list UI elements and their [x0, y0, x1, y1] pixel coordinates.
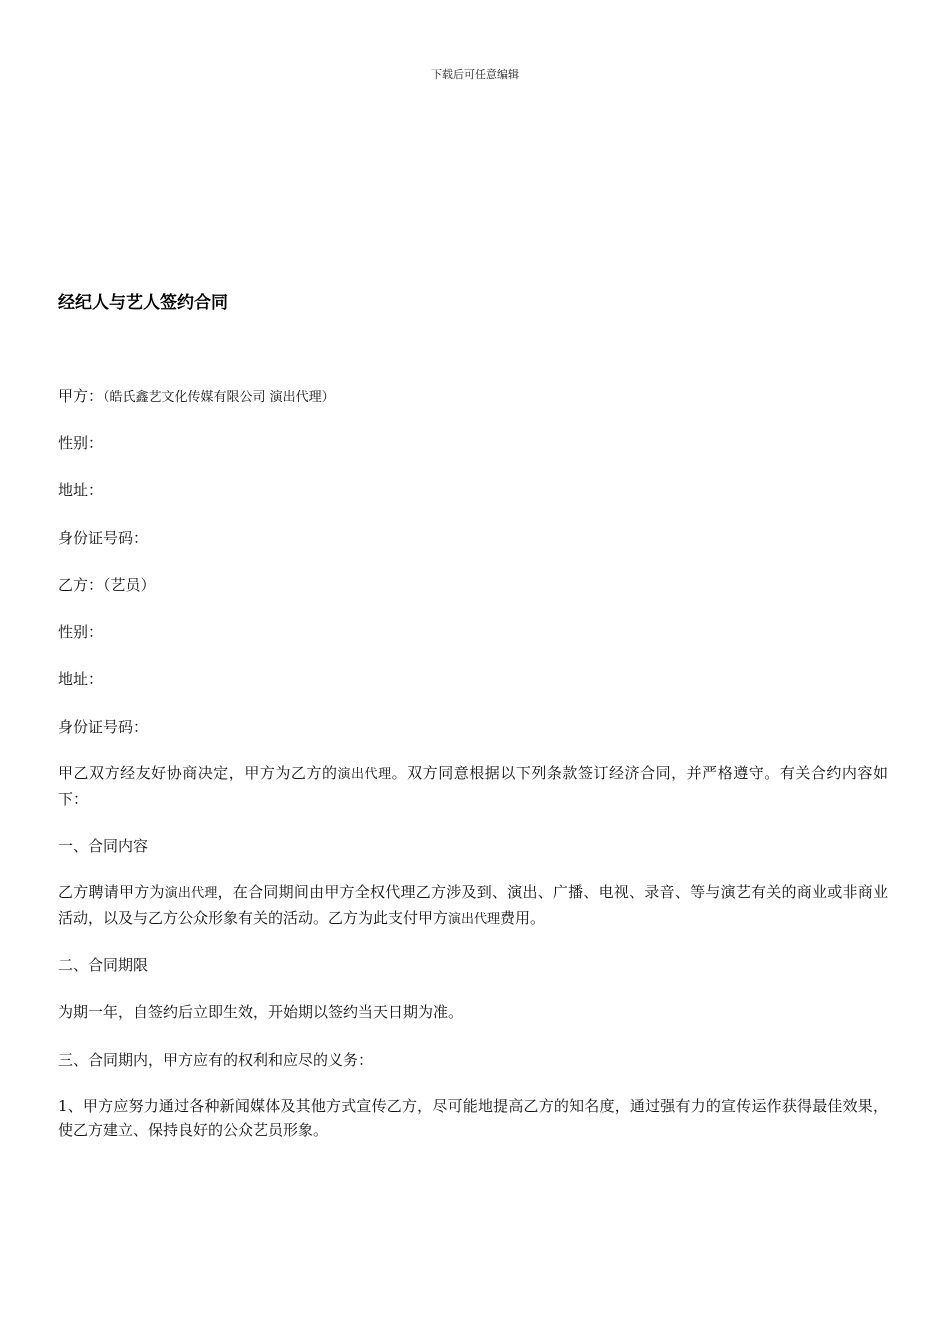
- section1-text-2: ，在合同期间由甲方全权代理乙方涉及到、演出、广播、电视、录音、等与演艺有关的商业或非商业活动，以及与乙方公众形象有关的活动。乙方为此支付甲方: [58, 883, 888, 927]
- party-a-value: （皓氏鑫艺文化传媒有限公司 演出代理）: [103, 390, 335, 405]
- party-b-line: [58, 573, 890, 597]
- section1-small-2: 演出代理: [448, 912, 501, 927]
- party-a-gender-label: 性别：: [58, 434, 104, 452]
- intro-paragraph: [58, 761, 888, 811]
- party-b-value: （艺员）: [103, 576, 156, 594]
- party-a-address-label: 地址：: [58, 481, 104, 499]
- party-b-gender-label: 性别：: [58, 623, 104, 641]
- party-b-address-label: 地址：: [58, 670, 104, 688]
- section3-heading: 三、合同期内，甲方应有的权利和应尽的义务：: [58, 1051, 374, 1069]
- intro-text-2: 。双方同意根据以下列条款签订经济合同，并严格遵守。有关合约内容如下：: [58, 764, 888, 808]
- header-note: 下载后可任意编辑: [431, 68, 519, 81]
- section1-paragraph: [58, 880, 888, 932]
- section2-heading: 二、合同期限: [58, 956, 149, 974]
- document-title: 经纪人与艺人签约合同: [58, 293, 228, 313]
- section2-text: 为期一年，自签约后立即生效，开始期以签约当天日期为准。: [58, 1003, 464, 1021]
- party-a-line: [58, 384, 890, 410]
- section1-small-1: 演出代理: [164, 886, 218, 901]
- section1-heading: 一、合同内容: [58, 837, 149, 855]
- party-a-label: 甲方：: [58, 387, 104, 405]
- section1-text-1: 乙方聘请甲方为: [58, 883, 165, 901]
- section3-item1: 1、甲方应努力通过各种新闻媒体及其他方式宣传乙方，尽可能地提高乙方的知名度，通过强有力的宣传运作获得最佳效果，使乙方建立、保持良好的公众艺员形象。: [58, 1097, 888, 1139]
- party-b-id-label: 身份证号码：: [58, 718, 149, 736]
- intro-text-1: 甲乙双方经友好协商决定，甲方为乙方的: [58, 764, 338, 782]
- party-a-id-label: 身份证号码：: [58, 529, 149, 547]
- intro-small-1: 演出代理: [337, 767, 392, 782]
- party-b-label: 乙方：: [58, 576, 104, 594]
- section1-text-3: 费用。: [500, 909, 546, 927]
